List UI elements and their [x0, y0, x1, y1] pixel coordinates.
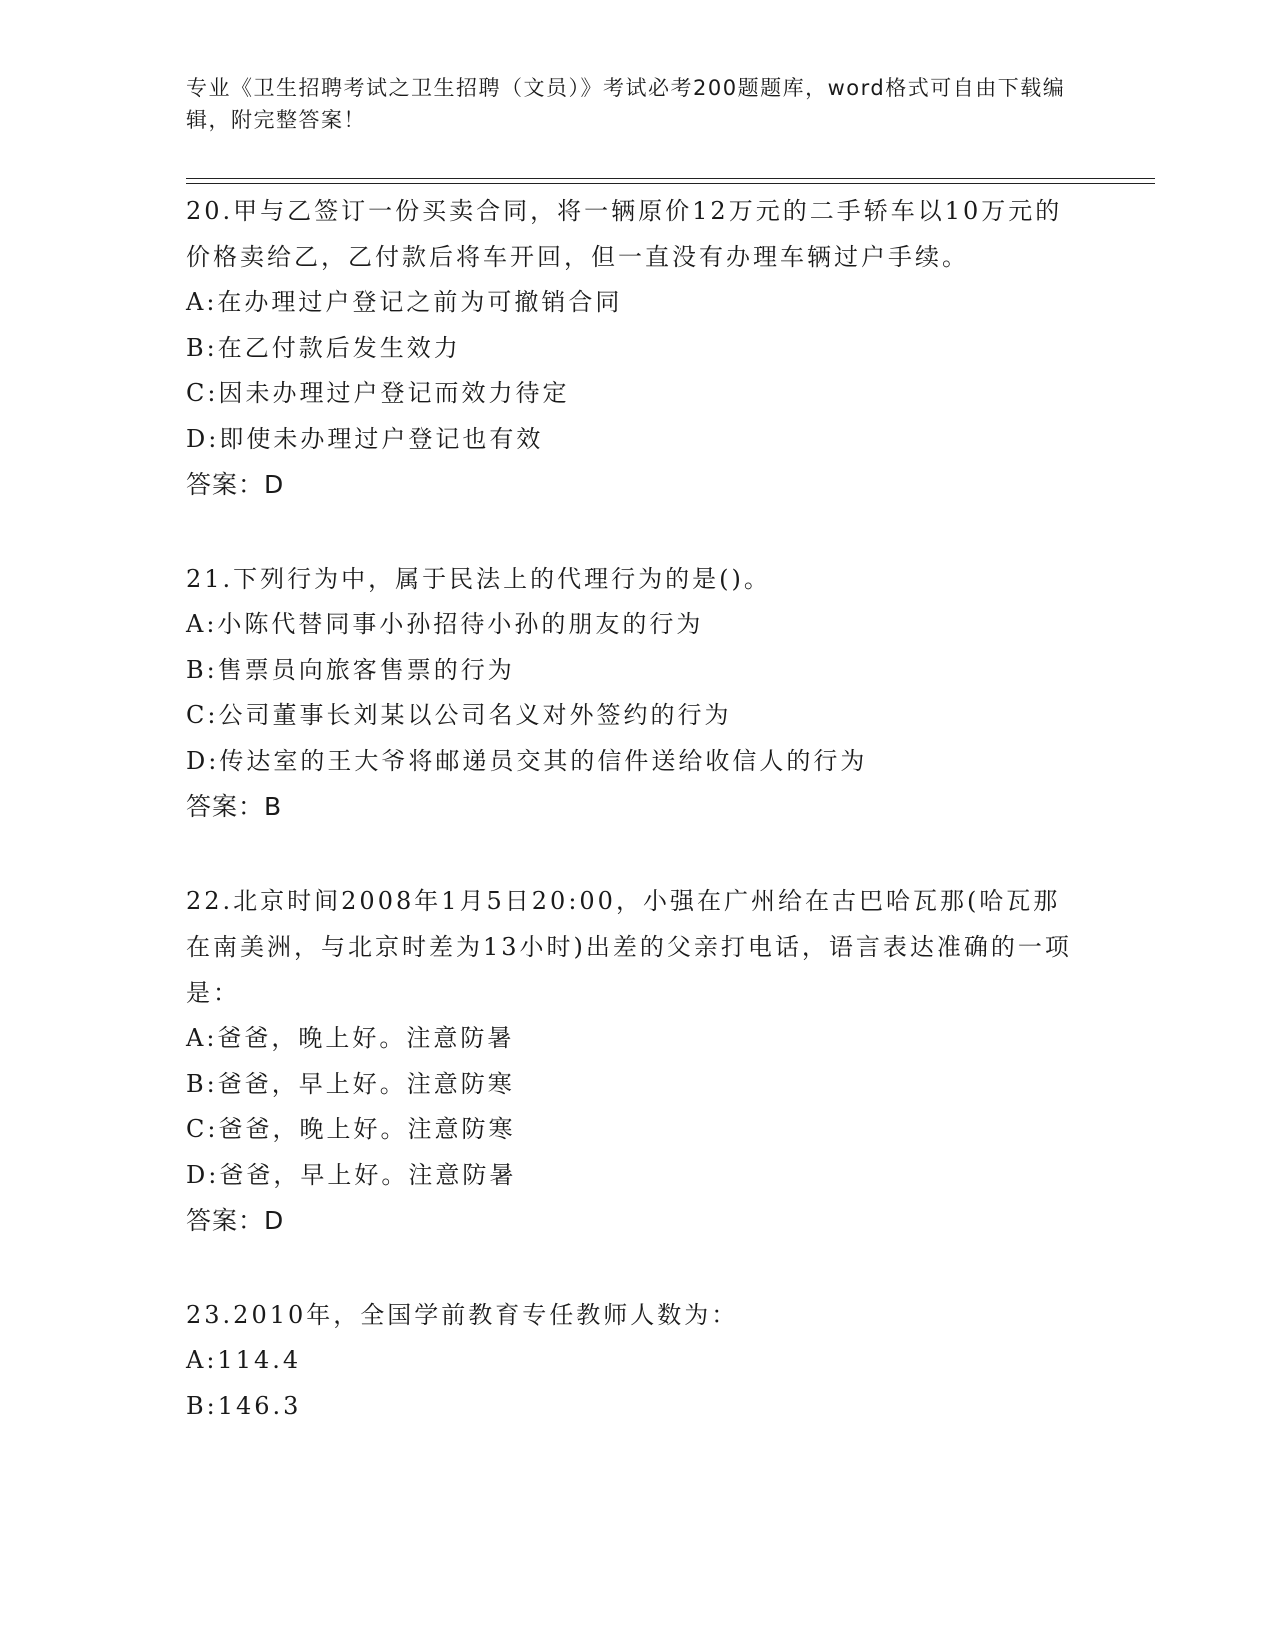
- question-block: [186, 556, 1086, 830]
- question-stem: 22.北京时间2008年1月5日20:00，小强在广州给在古巴哈瓦那(哈瓦那在南美洲，与北京时差为13小时)出差的父亲打电话，语言表达准确的一项是：: [186, 887, 1072, 1007]
- option-a: A:114.4: [186, 1346, 302, 1374]
- question-stem: 20.甲与乙签订一份买卖合同，将一辆原价12万元的二手轿车以10万元的价格卖给乙，乙付款后将车开回，但一直没有办理车辆过户手续。: [186, 197, 1063, 271]
- question-block: [186, 1292, 1086, 1429]
- option-b: B:售票员向旅客售票的行为: [186, 655, 515, 684]
- option-a: A:爸爸，晚上好。注意防暑: [186, 1024, 515, 1052]
- option-c: C:公司董事长刘某以公司名义对外签约的行为: [186, 701, 732, 729]
- option-b: B:在乙付款后发生效力: [186, 333, 461, 362]
- option-a: A:小陈代替同事小孙招待小孙的朋友的行为: [186, 610, 704, 638]
- header-divider-bottom: [186, 183, 1155, 184]
- document-header: 专业《卫生招聘考试之卫生招聘（文员）》考试必考200题题库，word格式可自由下载编辑，附完整答案！: [186, 76, 1066, 132]
- question-block: [186, 188, 1086, 508]
- question-stem: 21.下列行为中，属于民法上的代理行为的是()。: [186, 565, 771, 593]
- option-b: B:爸爸，早上好。注意防寒: [186, 1069, 515, 1098]
- answer-line: 答案：D: [186, 470, 285, 499]
- option-d: D:爸爸，早上好。注意防暑: [186, 1160, 517, 1189]
- question-block: [186, 878, 1086, 1244]
- option-c: C:爸爸，晚上好。注意防寒: [186, 1115, 516, 1143]
- header-divider-top: [186, 178, 1155, 179]
- option-d: D:即使未办理过户登记也有效: [186, 424, 544, 453]
- question-list: [186, 188, 1086, 1477]
- answer-line: 答案：B: [186, 792, 283, 821]
- option-d: D:传达室的王大爷将邮递员交其的信件送给收信人的行为: [186, 746, 868, 775]
- answer-line: 答案：D: [186, 1206, 285, 1235]
- option-c: C:因未办理过户登记而效力待定: [186, 379, 570, 407]
- question-stem: 23.2010年，全国学前教育专任教师人数为：: [186, 1301, 739, 1329]
- option-b: B:146.3: [186, 1391, 302, 1420]
- option-a: A:在办理过户登记之前为可撤销合同: [186, 288, 623, 316]
